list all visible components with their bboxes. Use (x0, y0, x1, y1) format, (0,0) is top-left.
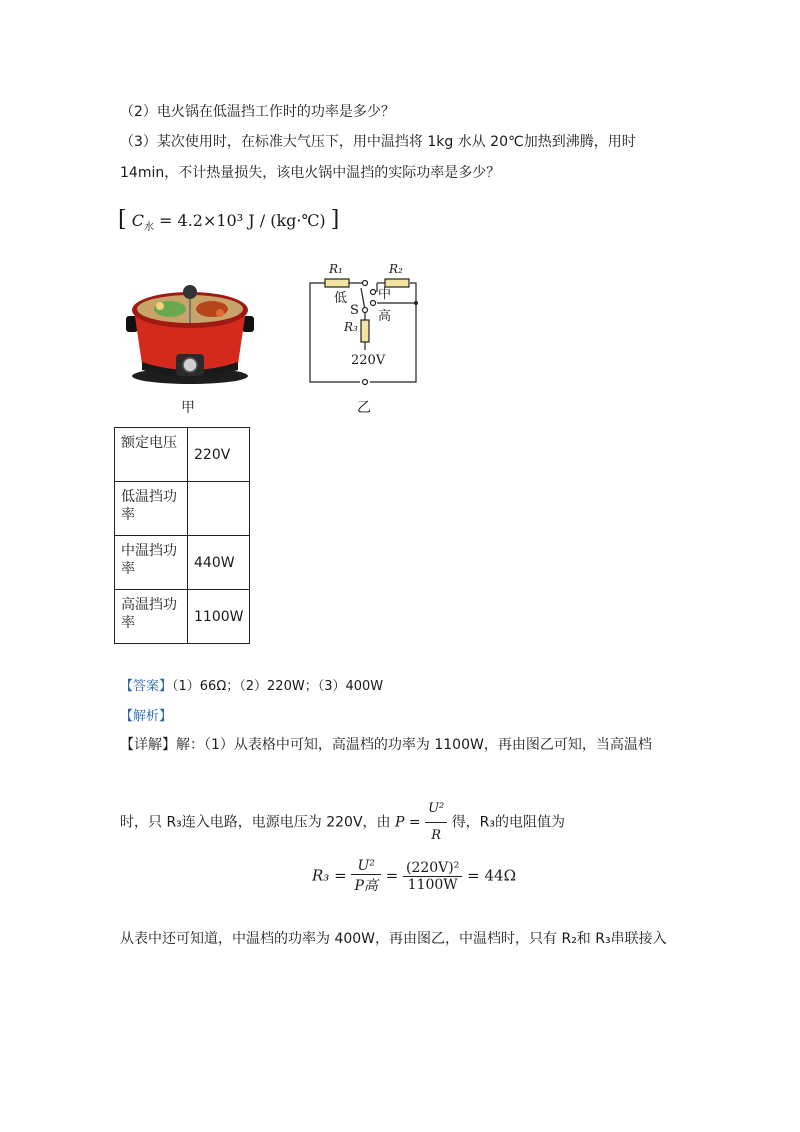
table-row (115, 536, 250, 590)
table-row (115, 428, 250, 482)
analysis-tag: 【解析】 (120, 709, 173, 724)
table-row (115, 482, 250, 536)
table-row (115, 590, 250, 644)
detail-line2 (120, 796, 565, 849)
label-low: 低 (334, 291, 348, 306)
circuit-diagram (305, 258, 425, 388)
detail-text-2a: 时，只 R₃连入电路，电源电压为 220V，由 (120, 814, 391, 831)
label-r1: R₁ (329, 262, 343, 276)
table-cell-value: 1100W (188, 590, 250, 644)
power-formula-fraction: $\frac{\text{U²}}{R}$ (425, 796, 447, 849)
table-cell-value: 220V (188, 428, 250, 482)
r3-formula: R₃ = $\frac{\text{U²}}{\text{P高}}$ = $\frac{\text{(220V)²}}{1100W}$ = 44Ω (312, 858, 517, 894)
detail-text-1: 解：（1）从表格中可知，高温档的功率为 1100W，再由图乙可知，当高温档 (176, 737, 652, 753)
table-cell-label: 高温挡功率 (115, 590, 188, 644)
label-mid: 中 (378, 287, 392, 302)
detail-text-2b: 得，R₃的电阻值为 (451, 814, 566, 831)
question-3-line1: （3）某次使用时，在标准大气压下，用中温挡将 1kg 水从 20℃加热到沸腾，用时 (120, 134, 636, 150)
detail-line3: 从表中还可知道，中温档的功率为 400W，再由图乙，中温档时，只有 R₂和 R₃串联接入 (120, 931, 667, 947)
question-2: （2）电火锅在低温挡工作时的功率是多少？ (120, 104, 395, 120)
power-formula-lhs: P = (395, 814, 421, 831)
photo-caption: 甲 (181, 400, 195, 416)
table-cell-value (188, 482, 250, 536)
label-voltage: 220V (351, 353, 386, 368)
hot-pot-photo (120, 276, 260, 388)
table-cell-label: 额定电压 (115, 428, 188, 482)
table-cell-label: 中温挡功率 (115, 536, 188, 590)
answer-line (120, 675, 383, 694)
label-r2: R₂ (389, 262, 403, 276)
answer-tag: 【答案】 (120, 679, 173, 694)
detail-line1 (120, 734, 652, 754)
specific-heat-constant: [ $C_水 = 4.2\times 10^3$ J / (kg·℃) ] (118, 207, 340, 234)
label-switch: S (350, 303, 359, 318)
question-3-line2: 14min，不计热量损失，该电火锅中温挡的实际功率是多少？ (120, 165, 501, 181)
detail-tag: 【详解】 (120, 737, 176, 753)
label-r3: R₃ (344, 320, 358, 334)
label-high: 高 (378, 309, 392, 324)
table-cell-label: 低温挡功率 (115, 482, 188, 536)
circuit-caption: 乙 (357, 400, 371, 416)
spec-table (114, 427, 250, 644)
table-cell-value: 440W (188, 536, 250, 590)
answer-text: （1）66Ω；（2）220W；（3）400W (172, 679, 384, 694)
